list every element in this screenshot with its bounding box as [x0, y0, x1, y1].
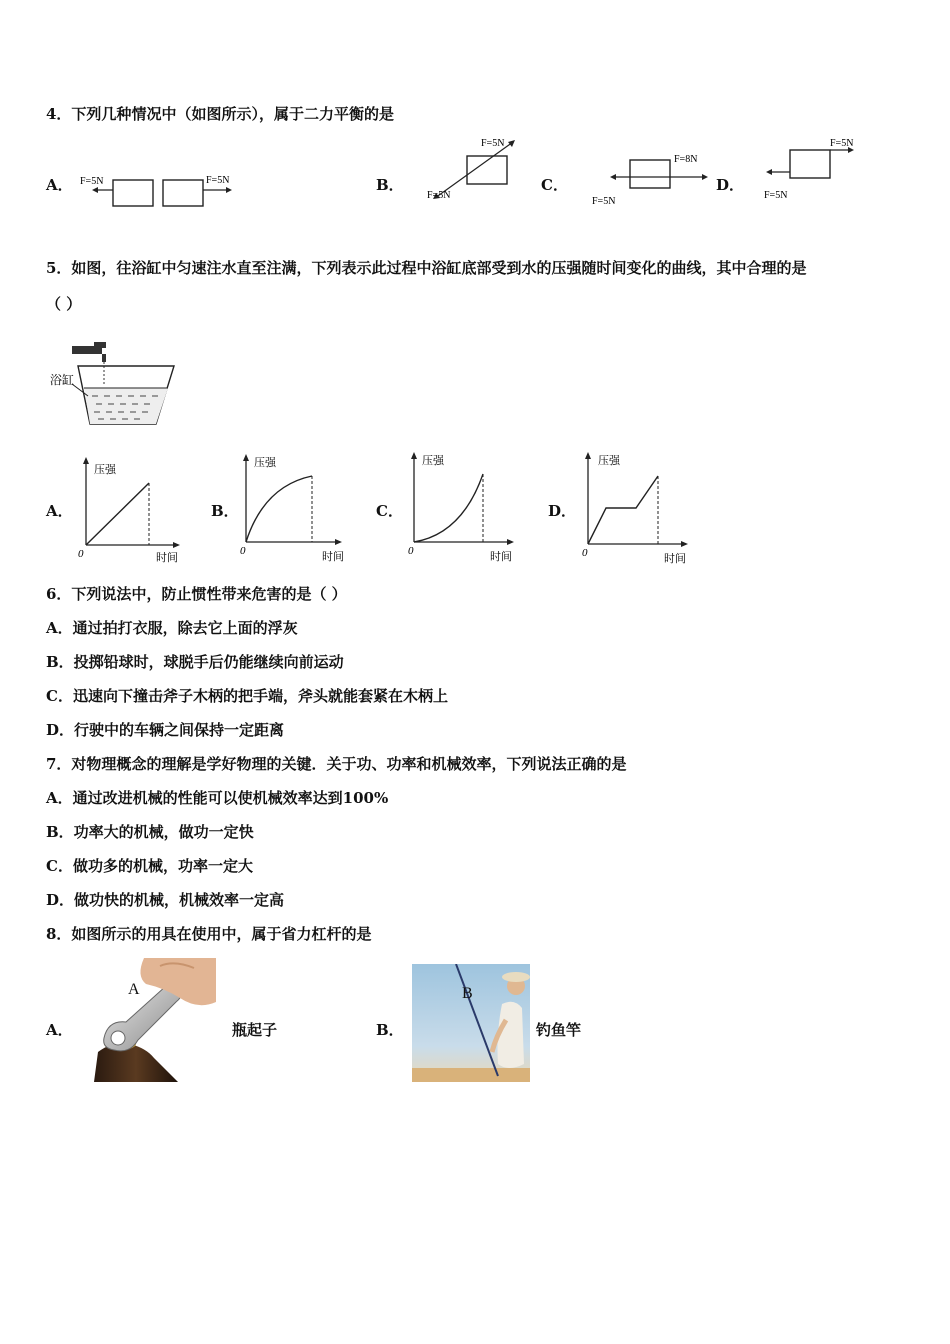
- q5-stem-line2: （ ）: [46, 295, 82, 313]
- q5-option-b-letter[interactable]: B．: [211, 502, 239, 520]
- q4-stem: 4．下列几种情况中（如图所示），属于二力平衡的是: [46, 105, 394, 123]
- graph-xlabel: 时间: [490, 551, 512, 563]
- q4-option-c-letter[interactable]: C．: [541, 176, 568, 194]
- force-label-2: F=5N: [764, 190, 788, 201]
- force-label-1: F=5N: [80, 176, 104, 187]
- bottle-opener-photo: [74, 958, 216, 1082]
- block: [790, 150, 830, 178]
- q6-option-d[interactable]: D．行驶中的车辆之间保持一定距离: [46, 721, 285, 739]
- graph-xlabel: 时间: [156, 552, 178, 564]
- block: [630, 160, 670, 188]
- curve-linear: [86, 483, 149, 545]
- force-label-2: F=5N: [206, 175, 230, 186]
- q4-diagram-b: [425, 132, 525, 206]
- faucet-spout: [102, 354, 106, 362]
- graph-origin: 0: [240, 545, 246, 557]
- q7-option-c[interactable]: C．做功多的机械，功率一定大: [46, 857, 253, 875]
- q8-caption-a: 瓶起子: [232, 1021, 278, 1039]
- q8-caption-b: 钓鱼竿: [536, 1021, 582, 1039]
- q5-option-d-letter[interactable]: D．: [548, 502, 577, 520]
- q8-stem: 8．如图所示的用具在使用中，属于省力杠杆的是: [46, 925, 372, 943]
- q5-graph-b: [236, 452, 348, 564]
- q4-option-b-letter[interactable]: B．: [376, 176, 404, 194]
- q5-graph-d: [578, 450, 693, 566]
- curve-concave-down: [246, 476, 312, 542]
- opener-hole: [111, 1031, 125, 1045]
- q6-option-c[interactable]: C．迅速向下撞击斧子木柄的把手端，斧头就能套紧在木柄上: [46, 687, 448, 705]
- graph-xlabel: 时间: [664, 553, 686, 565]
- force-label-1: F=8N: [674, 154, 698, 165]
- graph-xlabel: 时间: [322, 551, 344, 563]
- block-left: [113, 180, 153, 206]
- curve-concave-up: [414, 474, 483, 542]
- q5-graph-a: [74, 455, 184, 565]
- q5-stem-line1: 5．如图，往浴缸中匀速注水直至注满，下列表示此过程中浴缸底部受到水的压强随时间变化的曲线，其中合理的是: [46, 259, 807, 277]
- force-label-1: F=5N: [481, 138, 505, 149]
- fishing-rod-photo: [412, 964, 530, 1082]
- faucet-handle: [94, 342, 106, 348]
- q8-option-b-letter[interactable]: B．: [376, 1021, 404, 1039]
- q8-option-a-letter[interactable]: A．: [46, 1021, 73, 1039]
- graph-origin: 0: [78, 548, 84, 560]
- force-label-1: F=5N: [830, 138, 854, 149]
- person-body: [498, 1002, 525, 1068]
- q5-graph-c: [404, 450, 519, 564]
- tub-label: 浴缸: [50, 373, 75, 387]
- q5-option-c-letter[interactable]: C．: [376, 502, 403, 520]
- q6-stem: 6．下列说法中，防止惯性带来危害的是（ ）: [46, 585, 347, 603]
- marker-b: B: [462, 985, 473, 1002]
- graph-origin: 0: [408, 545, 414, 557]
- sun-hat: [502, 972, 530, 982]
- q4-diagram-d: [762, 134, 872, 204]
- q7-option-d[interactable]: D．做功快的机械，机械效率一定高: [46, 891, 285, 909]
- q4-option-a-letter[interactable]: A．: [46, 176, 73, 194]
- q4-diagram-c: [590, 150, 720, 208]
- q5-option-a-letter[interactable]: A．: [46, 502, 73, 520]
- sand: [412, 1068, 530, 1082]
- q7-option-b[interactable]: B．功率大的机械，做功一定快: [46, 823, 254, 841]
- q7-option-a[interactable]: A．通过改进机械的性能可以使机械效率达到100%: [46, 789, 389, 807]
- graph-origin: 0: [582, 547, 588, 559]
- bathtub-figure: [48, 340, 183, 430]
- block-right: [163, 180, 203, 206]
- q6-option-b[interactable]: B．投掷铅球时，球脱手后仍能继续向前运动: [46, 653, 344, 671]
- graph-ylabel: 压强: [254, 457, 276, 469]
- curve-piecewise: [588, 476, 658, 544]
- force-label-2: F=5N: [427, 190, 451, 201]
- marker-a: A: [128, 981, 140, 998]
- q4-diagram-a: [78, 170, 248, 218]
- graph-ylabel: 压强: [94, 464, 116, 476]
- graph-ylabel: 压强: [598, 455, 620, 467]
- force-label-2: F=5N: [592, 196, 616, 207]
- q6-option-a[interactable]: A．通过拍打衣服，除去它上面的浮灰: [46, 619, 298, 637]
- q7-stem: 7．对物理概念的理解是学好物理的关键．关于功、功率和机械效率，下列说法正确的是: [46, 755, 627, 773]
- q4-option-d-letter[interactable]: D．: [716, 176, 745, 194]
- graph-ylabel: 压强: [422, 455, 444, 467]
